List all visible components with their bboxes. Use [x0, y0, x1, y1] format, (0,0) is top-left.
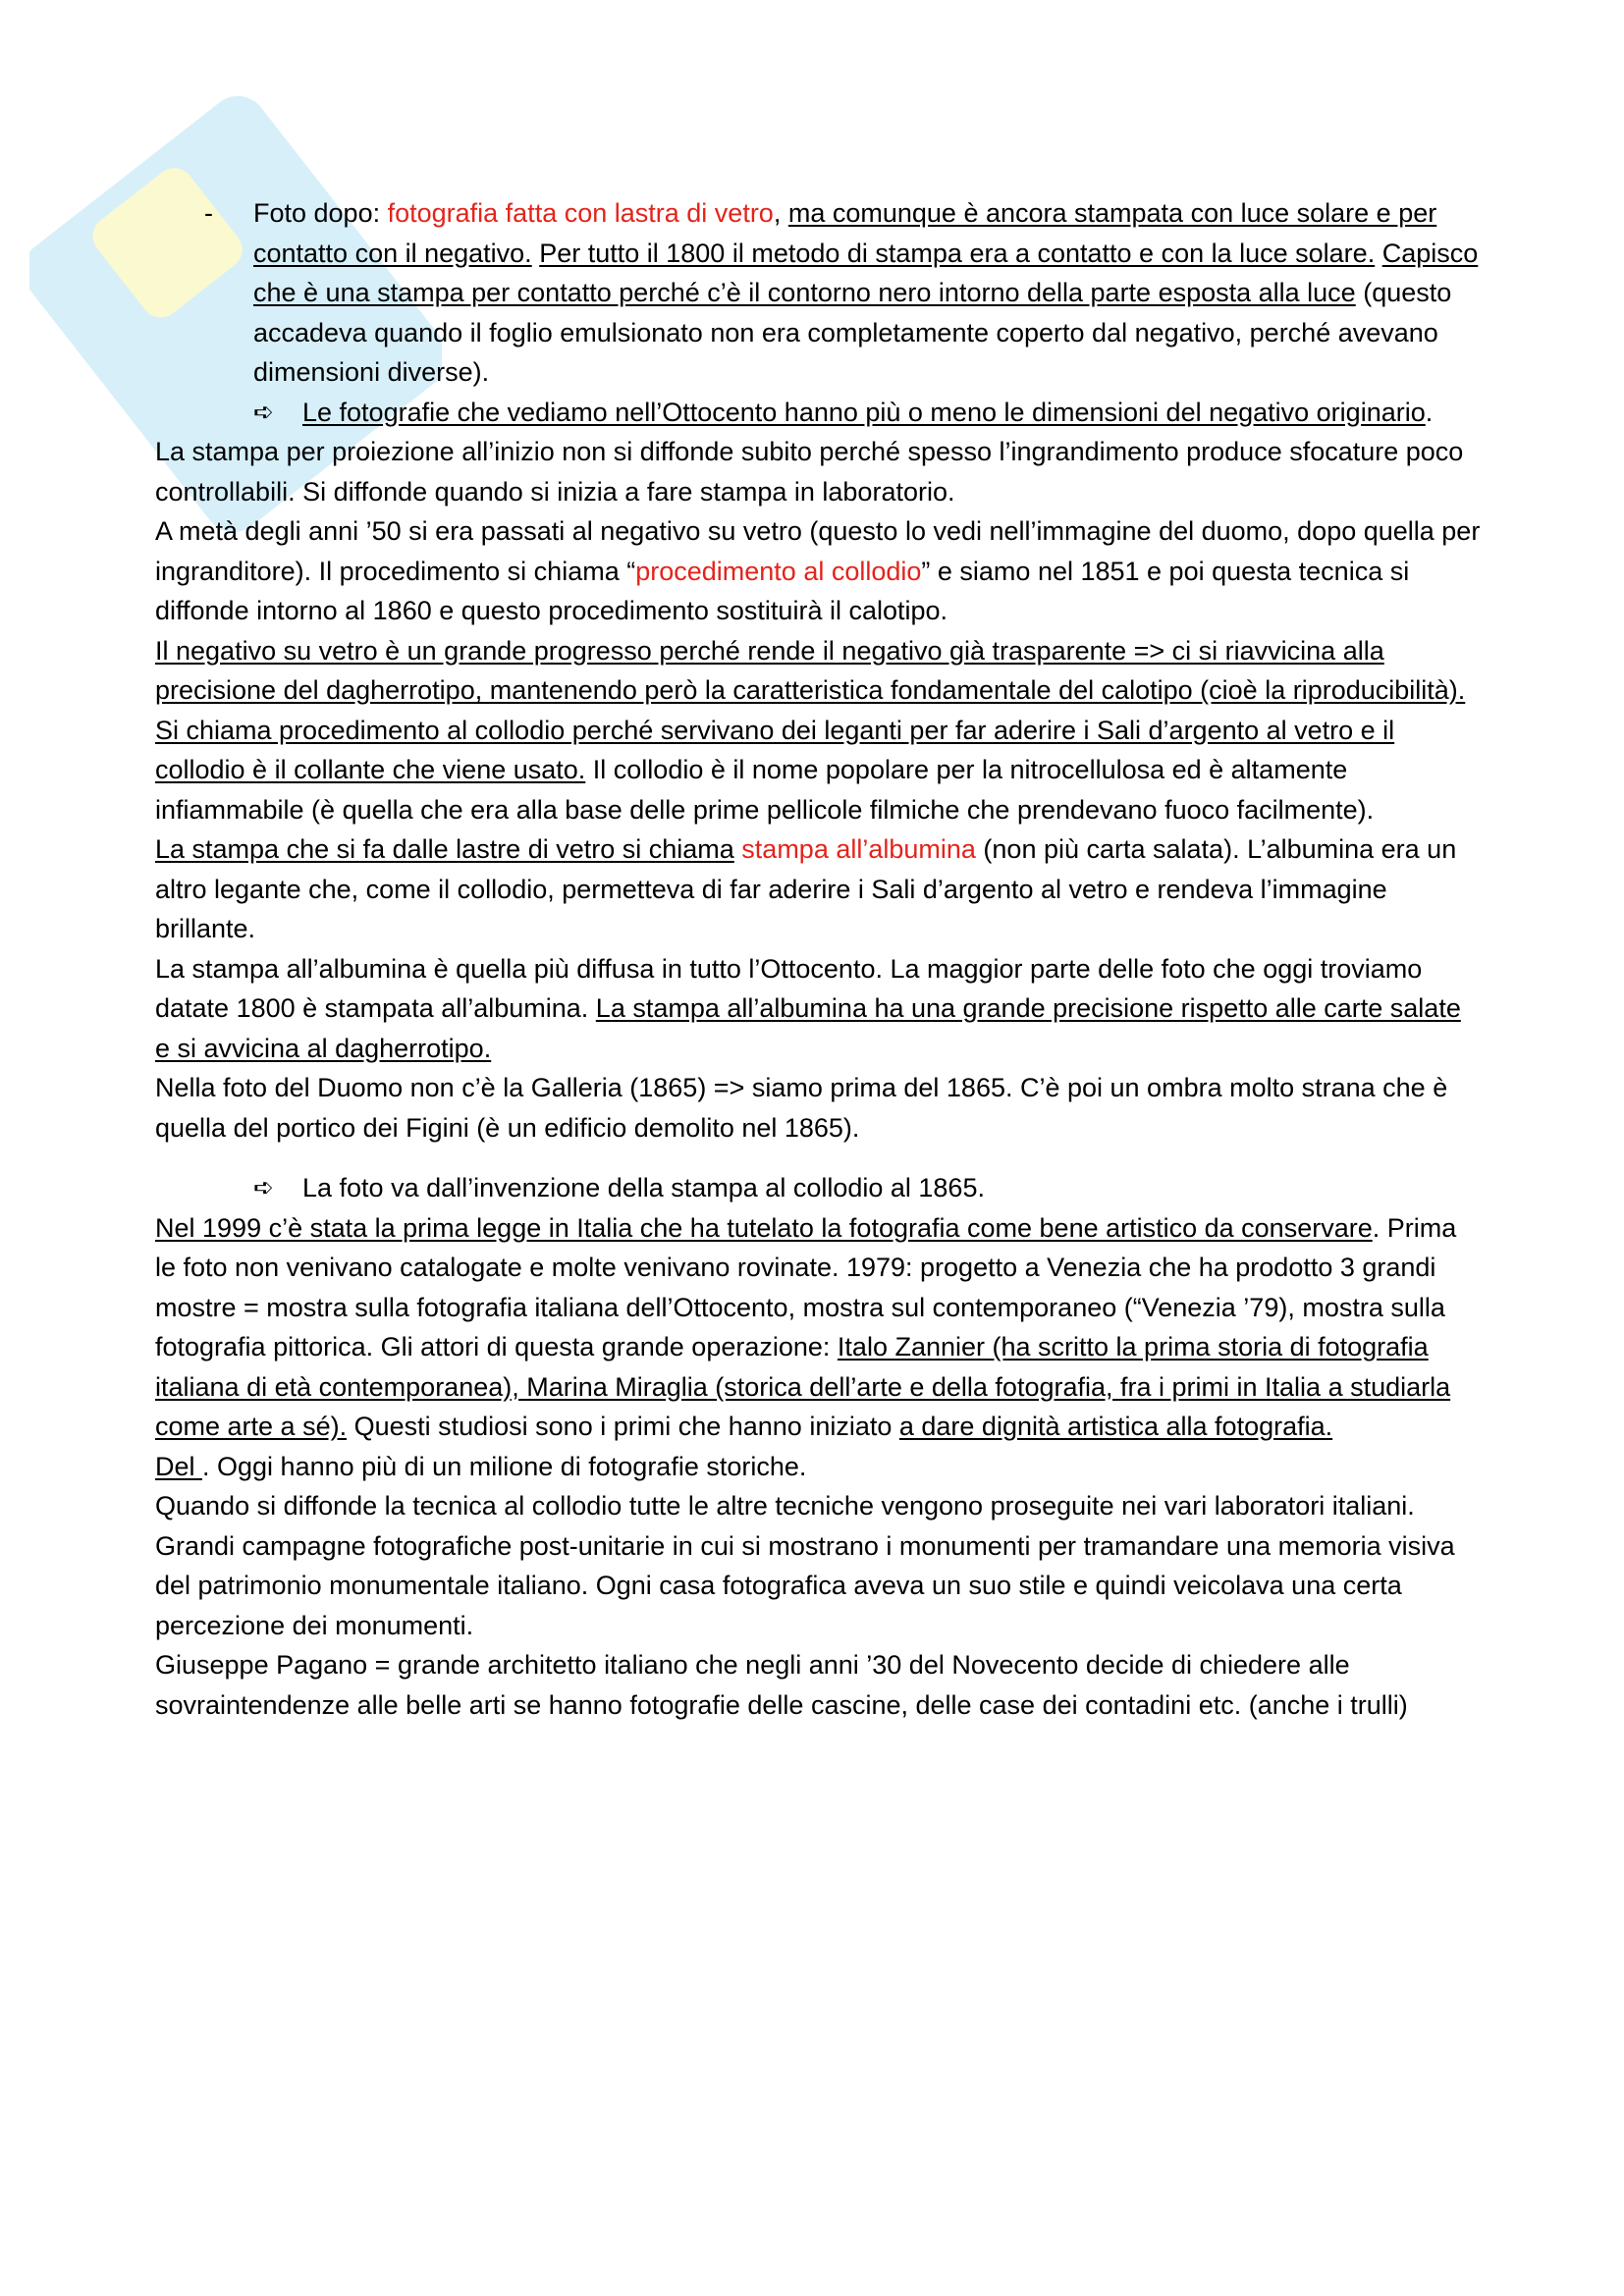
underlined-text: ma comunque è ancora stampata con luce solare e per contatto con il negativo.	[253, 198, 1437, 268]
underlined-text: Nel 1999 c’è stata la prima legge in Italia che ha tutelato la fotografia come bene artistico da conservare	[155, 1212, 1373, 1243]
text-span: La stampa all’albumina è quella più diffusa in tutto l’Ottocento. La maggior parte delle foto che oggi troviamo datate 1800 è stampata all’albumina.	[155, 953, 1423, 1023]
paragraph: Quando si diffonde la tecnica al collodio tutte le altre tecniche vengono proseguite nei vari laboratori italiani.	[155, 1491, 1415, 1521]
document-page	[155, 193, 1483, 1725]
bullet-lead: Foto dopo:	[253, 198, 388, 228]
highlight-text: fotografia fatta con lastra di vetro	[387, 198, 774, 228]
arrow-right-icon: ➪	[253, 398, 274, 426]
paragraph	[155, 1208, 1483, 1447]
paragraph: La stampa per proiezione all’inizio non si diffonde subito perché spesso l’ingrandimento produce sfocature poco controllabili. Si diffonde quando si inizia a fare stampa in laboratorio.	[155, 437, 1464, 507]
text-span: ” e siamo nel 1851 e poi questa tecnica si diffonde intorno al 1860 e questo procedimento sostituirà il calotipo.	[155, 556, 1410, 625]
text-span: . Prima le foto non venivano catalogate e molte venivano rovinate. 1979: progetto a Venezia che ha prodotto 3 grandi mostre = mostra sulla fotografia italiana dell’Ottocento, mostra sul contemporaneo (“Venezia ’79), mostra sulla fotografia pittorica. Gli attori di questa grande operazione:	[155, 1212, 1457, 1362]
text-span: La foto va dall’invenzione della stampa al collodio al 1865.	[302, 1173, 985, 1202]
underlined-text: Del	[155, 1451, 203, 1481]
text-span: .	[1425, 397, 1434, 427]
highlight-text: stampa all’albumina	[741, 834, 976, 864]
paragraph	[155, 949, 1483, 1069]
arrow-item	[155, 393, 1483, 433]
paragraph	[155, 829, 1483, 949]
underlined-text: La stampa all’albumina ha una grande precisione rispetto alle carte salate e si avvicina al dagherrotipo.	[155, 993, 1461, 1063]
text-span	[1375, 239, 1382, 268]
arrow-item	[155, 1168, 1483, 1208]
paragraph	[155, 511, 1483, 631]
paragraph: Grandi campagne fotografiche post-unitarie in cui si mostrano i monumenti per tramandare una memoria visiva del patrimonio monumentale italiano. Ogni casa fotografica aveva un suo stile e quindi veicolava una certa percezione dei monumenti.	[155, 1530, 1455, 1640]
bullet-item	[155, 193, 1483, 393]
text-span: (non più carta salata). L’albumina era un altro legante che, come il collodio, permetteva di far aderire i Sali d’argento al vetro e rendeva l’immagine brillante.	[155, 834, 1457, 943]
underlined-text: Si chiama procedimento al collodio perché servivano dei leganti per far aderire i Sali d’argento al vetro e il collodio è il collante che viene usato.	[155, 715, 1395, 784]
bullet-dash: -	[204, 198, 213, 228]
text-span: ,	[773, 198, 788, 228]
text-span: Questi studiosi sono i primi che hanno iniziato	[347, 1412, 899, 1441]
underlined-text: Capisco che è una stampa per contatto perché c’è il contorno nero intorno della parte esposta alla luce	[253, 238, 1479, 307]
paragraph: Giuseppe Pagano = grande architetto italiano che negli anni ’30 del Novecento decide di chiedere alle sovraintendenze alle belle arti se hanno fotografie delle cascine, delle case dei contadini etc. (anche i trulli)	[155, 1650, 1408, 1720]
text-span: . Oggi hanno più di un milione di fotografie storiche.	[202, 1451, 807, 1481]
underlined-text: La stampa che si fa dalle lastre di vetro si chiama	[155, 834, 734, 864]
paragraph: Il negativo su vetro è un grande progresso perché rende il negativo già trasparente => ci si riavvicina alla precisione del dagherrotipo, mantenendo però la caratteristica fondamentale del calotipo (cioè la riproducibilità).	[155, 635, 1466, 705]
underlined-text: Italo Zannier (ha scritto la prima storia di fotografia italiana di età contemporanea), Marina Miraglia (storica dell’arte e della fotografia, fra i primi in Italia a studiarla come arte a sé).	[155, 1332, 1451, 1441]
text-span: (questo accadeva quando il foglio emulsionato non era completamente coperto dal negativo, perché avevano dimensioni diverse).	[253, 278, 1452, 387]
paragraph	[155, 711, 1483, 830]
underlined-text: Le fotografie che vediamo nell’Ottocento hanno più o meno le dimensioni del negativo originario	[302, 397, 1426, 427]
highlight-text: procedimento al collodio	[635, 556, 922, 586]
text-span: Il collodio è il nome popolare per la nitrocellulosa ed è altamente infiammabile (è quella che era alla base delle prime pellicole filmiche che prendevano fuoco facilmente).	[155, 755, 1375, 825]
arrow-right-icon: ➪	[253, 1174, 274, 1201]
underlined-text: Per tutto il 1800 il metodo di stampa era a contatto e con la luce solare.	[539, 238, 1376, 268]
paragraph	[155, 1447, 1483, 1487]
underlined-text: a dare dignità artistica alla fotografia.	[898, 1412, 1333, 1441]
paragraph: Nella foto del Duomo non c’è la Galleria (1865) => siamo prima del 1865. C’è poi un ombra molto strana che è quella del portico dei Figini (è un edificio demolito nel 1865).	[155, 1073, 1448, 1143]
text-span: A metà degli anni ’50 si era passati al negativo su vetro (questo lo vedi nell’immagine del duomo, dopo quella per ingranditore). Il procedimento si chiama “	[155, 516, 1481, 586]
